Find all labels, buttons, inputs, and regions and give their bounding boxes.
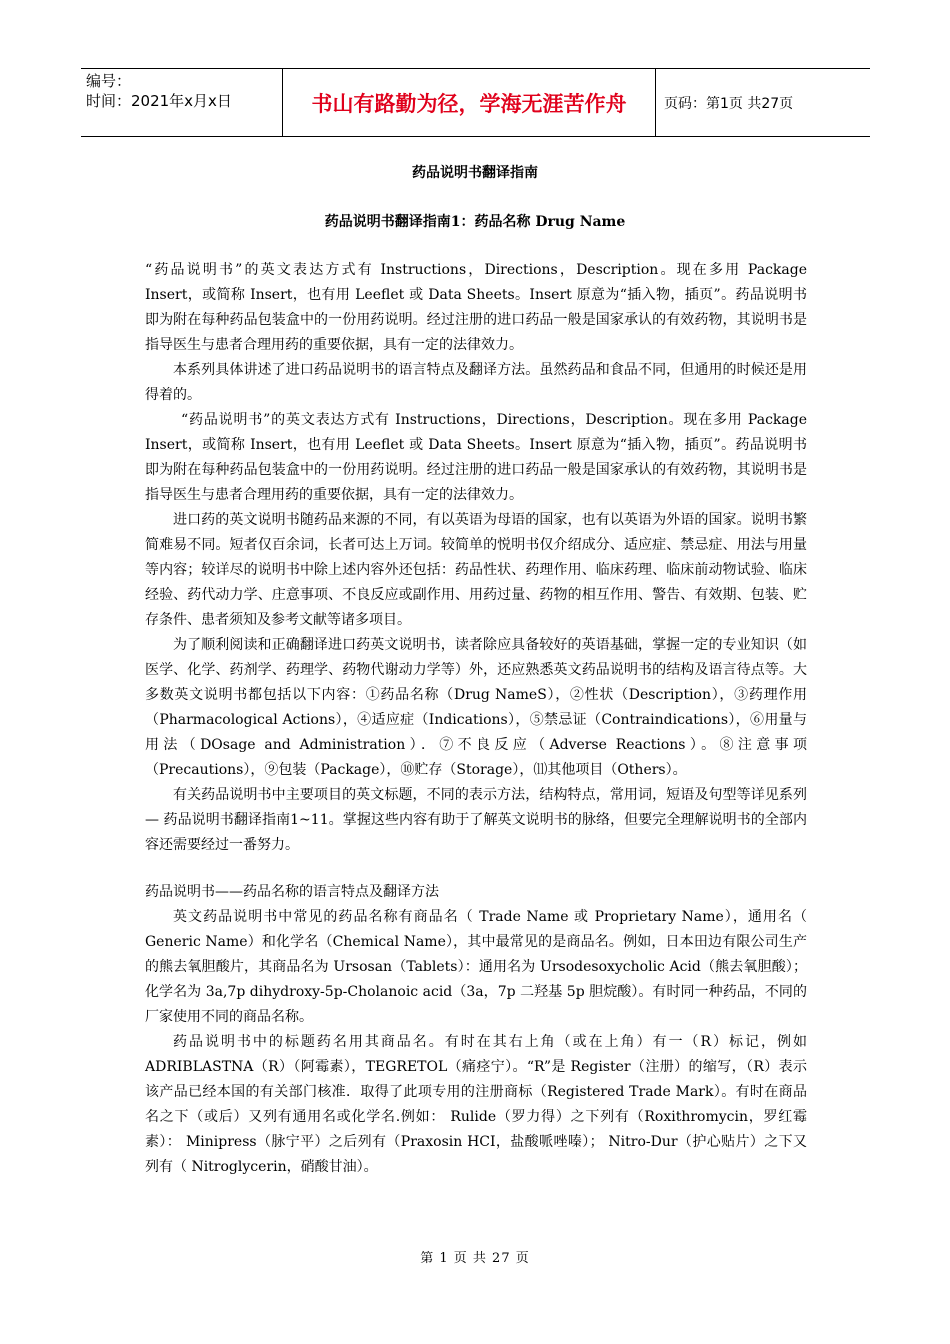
header-bottom-rule — [81, 136, 870, 137]
paragraph: 为了顺利阅读和正确翻译进口药英文说明书，读者除应具备较好的英语基础，掌握一定的专业知识（如医学、化学、药剂学、药理学、药物代谢动力学等）外，还应熟悉英文药品说明书的结构及语言待点等。大多数英文说明书都包括以下内容：①药品名称（Drug NameS），②性状（Description），③药理作用（Pharmacological Actions），④适应症（Indications），⑤禁忌证（Contraindications），⑥用量与用法（DOsage and Administration）．⑦不良反应（Adverse Reactions）。⑧注意事项（Precautions），⑨包装（Package），⑩贮存（Storage），⑾其他项目（Others）。 — [145, 637, 807, 778]
doc-number-label: 编号： — [86, 72, 132, 90]
section-title: 药品说明书翻译指南1：药品名称 Drug Name — [324, 214, 626, 230]
doc-time-label: 时间：2021年x月x日 — [86, 92, 232, 110]
paragraph: 进口药的英文说明书随药品来源的不同，有以英语为母语的国家，也有以英语为外语的国家。说明书繁简难易不同。短者仅百余词，长者可达上万词。较简单的悦明书仅介绍成分、适应症、禁忌症、用法与用量等内容；较详尽的说明书中除上述内容外还包括：药品性状、药理作用、临床药理、临床前动物试验、临床经验、药代动力学、庄意事项、不良反应或副作用、用药过量、药物的相互作用、警告、有效期、包装、贮存条件、患者须知及参考文献等诸多项目。 — [145, 512, 807, 628]
paragraph: “药品说明书”的英文表达方式有 Instructions，Directions，Description。现在多用 Package Insert，或简称 Insert，也有用 Leeflet 或 Data Sheets。Insert 原意为“插入物，插页”。药品说明书即为附在每种药品包装盒中的一份用药说明。经过注册的进口药品一般是国家承认的有效药物，其说明书是指导医生与患者合理用药的重要依据，具有一定的法律效力。 — [145, 262, 807, 353]
document-body — [145, 258, 807, 1180]
paragraph: 药品说明书中的标题药名用其商品名。有时在其右上角（或在上角）有一（R）标记，例如 ADRIBLASTNA（R）（阿霉素），TEGRETOL（痛痉宁）。“R”是 Register（注册）的缩写，（R）表示该产品已经本国的有关部门核准．取得了此项专用的注册商标（Registered Trade Mark）。有时在商品名之下（或后）又列有通用名或化学名.例如： Rulide（罗力得）之下列有（Roxithromycin，罗红霉素）： Minipress（脉宁平）之后列有（Praxosin HCI，盐酸哌唑嗪）； Nitro-Dur（护心贴片）之下又列有（ Nitroglycerin，硝酸甘油）。 — [145, 1034, 807, 1175]
document-title: 药品说明书翻译指南 — [412, 165, 538, 181]
paragraph: 有关药品说明书中主要项目的英文标题，不同的表示方法，结构特点，常用词，短语及句型等详见系列 — 药品说明书翻译指南1~11。掌握这些内容有助于了解英文说明书的脉络，但要完全理解说明书的全部内容还需要经过一番努力。 — [145, 787, 807, 853]
subheading: 药品说明书——药品名称的语言特点及翻译方法 — [145, 884, 439, 900]
paragraph: 本系列具体讲述了进口药品说明书的语言特点及翻译方法。虽然药品和食品不同，但通用的时候还是用得着的。 — [145, 362, 807, 403]
page-footer: 第 1 页 共 27 页 — [420, 1251, 530, 1266]
paragraph: 英文药品说明书中常见的药品名称有商品名（ Trade Name 或 Proprietary Name），通用名（ Generic Name）和化学名（Chemical Name），其中最常见的是商品名。例如，日本田边有限公司生产的熊去氧胆酸片，其商品名为 Ursosan（Tablets）：通用名为 Ursodesoxycholic Acid（熊去氧胆酸）；化学名为 3a,7p dihydroxy-5p-Cholanoic acid（3a，7p 二羟基 5p 胆烷酸）。有时同一种药品，不同的厂家使用不同的商品名称。 — [145, 909, 807, 1025]
header-motto: 书山有路勤为径，学海无涯苦作舟 — [311, 91, 627, 116]
header-meta — [86, 71, 232, 111]
header-page-info: 页码：第1页 共27页 — [664, 96, 794, 112]
paragraph: “药品说明书”的英文表达方式有 Instructions，Directions，Description。现在多用 Package Insert，或简称 Insert，也有用 Leeflet 或 Data Sheets。Insert 原意为“插入物，插页”。药品说明书即为附在每种药品包装盒中的一份用药说明。经过注册的进口药品一般是国家承认的有效药物，其说明书是指导医生与患者合理用药的重要依据，具有一定的法律效力。 — [145, 412, 807, 503]
header-divider-right — [655, 69, 656, 136]
